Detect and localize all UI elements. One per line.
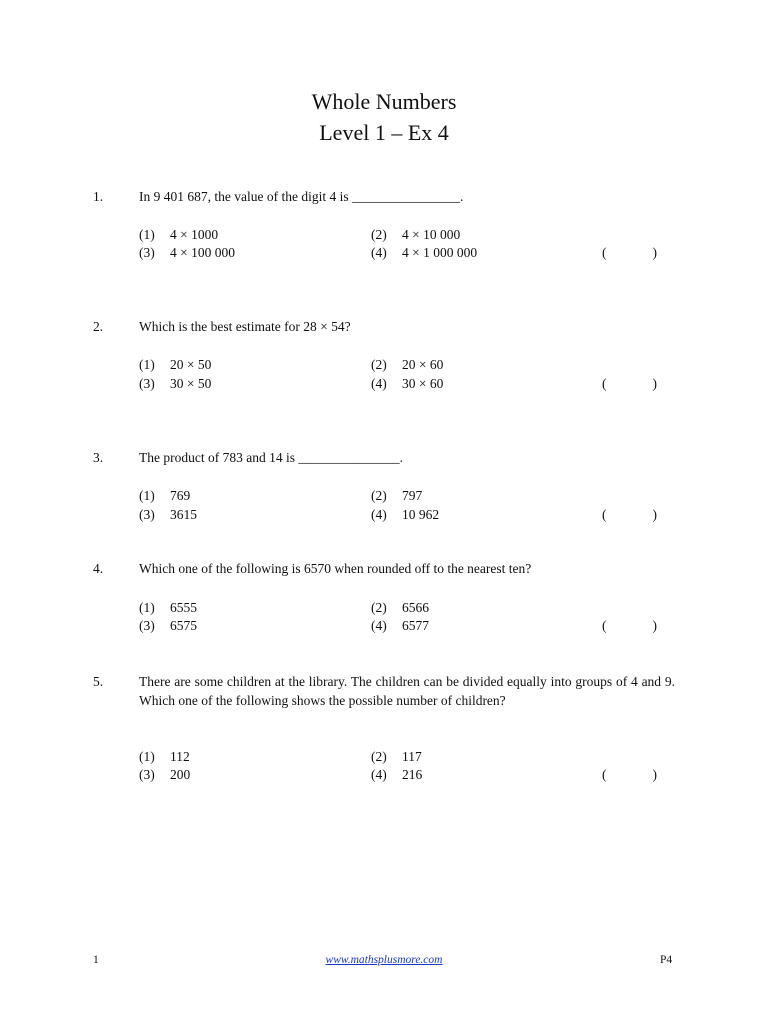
option-value: 4 × 1 000 000 xyxy=(402,245,478,260)
bracket-open: ( xyxy=(602,245,607,260)
answer-bracket[interactable] xyxy=(602,505,657,524)
option-value: 6575 xyxy=(170,618,197,633)
question-text: The product of 783 and 14 is _______________. xyxy=(139,450,403,465)
option-3[interactable] xyxy=(139,505,197,524)
option-4[interactable] xyxy=(371,243,477,262)
option-label: (1) xyxy=(139,749,155,764)
option-label: (3) xyxy=(139,618,155,633)
option-value: 6566 xyxy=(402,600,429,615)
question-number: 5. xyxy=(93,674,104,689)
bracket-close: ) xyxy=(652,767,657,782)
option-value: 200 xyxy=(170,767,191,782)
option-1[interactable] xyxy=(139,486,190,505)
option-value: 20 × 50 xyxy=(170,357,212,372)
answer-bracket[interactable] xyxy=(602,616,657,635)
option-label: (4) xyxy=(371,767,387,782)
bracket-open: ( xyxy=(602,618,607,633)
option-3[interactable] xyxy=(139,243,235,262)
option-1[interactable] xyxy=(139,225,218,244)
bracket-close: ) xyxy=(652,376,657,391)
option-label: (1) xyxy=(139,600,155,615)
option-value: 112 xyxy=(170,749,190,764)
option-label: (2) xyxy=(371,600,387,615)
option-value: 769 xyxy=(170,488,191,503)
option-4[interactable] xyxy=(371,765,422,784)
option-label: (4) xyxy=(371,618,387,633)
option-4[interactable] xyxy=(371,374,443,393)
option-2[interactable] xyxy=(371,747,422,766)
option-label: (2) xyxy=(371,749,387,764)
worksheet-subtitle: Level 1 – Ex 4 xyxy=(319,120,449,145)
option-1[interactable] xyxy=(139,747,190,766)
option-value: 6577 xyxy=(402,618,429,633)
question-text: Which is the best estimate for 28 × 54? xyxy=(139,319,351,334)
bracket-close: ) xyxy=(652,507,657,522)
bracket-open: ( xyxy=(602,507,607,522)
option-1[interactable] xyxy=(139,598,197,617)
bracket-close: ) xyxy=(652,245,657,260)
option-value: 4 × 100 000 xyxy=(170,245,235,260)
option-3[interactable] xyxy=(139,765,190,784)
option-label: (1) xyxy=(139,227,155,242)
option-label: (3) xyxy=(139,767,155,782)
answer-bracket[interactable] xyxy=(602,243,657,262)
footer-page-number: 1 xyxy=(93,954,99,966)
option-label: (1) xyxy=(139,488,155,503)
footer-level: P4 xyxy=(660,954,673,966)
worksheet-title: Whole Numbers xyxy=(311,89,457,114)
bracket-open: ( xyxy=(602,376,607,391)
option-value: 30 × 50 xyxy=(170,376,212,391)
option-value: 4 × 10 000 xyxy=(402,227,461,242)
option-2[interactable] xyxy=(371,598,429,617)
option-label: (1) xyxy=(139,357,155,372)
question-number: 3. xyxy=(93,450,104,465)
option-value: 4 × 1000 xyxy=(170,227,219,242)
option-1[interactable] xyxy=(139,355,211,374)
option-4[interactable] xyxy=(371,616,429,635)
option-label: (3) xyxy=(139,376,155,391)
option-3[interactable] xyxy=(139,374,211,393)
option-value: 117 xyxy=(402,749,422,764)
option-2[interactable] xyxy=(371,225,460,244)
option-2[interactable] xyxy=(371,355,443,374)
option-value: 216 xyxy=(402,767,423,782)
bracket-close: ) xyxy=(652,618,657,633)
option-3[interactable] xyxy=(139,616,197,635)
option-label: (2) xyxy=(371,227,387,242)
option-label: (4) xyxy=(371,376,387,391)
option-value: 6555 xyxy=(170,600,197,615)
option-value: 797 xyxy=(402,488,423,503)
option-label: (4) xyxy=(371,245,387,260)
answer-bracket[interactable] xyxy=(602,374,657,393)
question-number: 2. xyxy=(93,319,104,334)
option-label: (2) xyxy=(371,488,387,503)
question-text: In 9 401 687, the value of the digit 4 is ________________. xyxy=(139,189,464,204)
bracket-open: ( xyxy=(602,767,607,782)
option-2[interactable] xyxy=(371,486,422,505)
question-number: 1. xyxy=(93,189,104,204)
option-label: (3) xyxy=(139,507,155,522)
footer-website xyxy=(0,952,768,968)
option-value: 30 × 60 xyxy=(402,376,444,391)
option-label: (2) xyxy=(371,357,387,372)
answer-bracket[interactable] xyxy=(602,765,657,784)
option-4[interactable] xyxy=(371,505,439,524)
question-text: Which one of the following is 6570 when rounded off to the nearest ten? xyxy=(139,561,532,576)
question-text: There are some children at the library. The children can be divided equally into groups of 4 and 9. Which one of the following shows the possible number of children? xyxy=(139,674,675,708)
website-link[interactable]: www.mathsplusmore.com xyxy=(325,954,443,966)
option-value: 10 962 xyxy=(402,507,440,522)
option-label: (4) xyxy=(371,507,387,522)
option-value: 3615 xyxy=(170,507,197,522)
option-value: 20 × 60 xyxy=(402,357,444,372)
question-number: 4. xyxy=(93,561,104,576)
option-label: (3) xyxy=(139,245,155,260)
